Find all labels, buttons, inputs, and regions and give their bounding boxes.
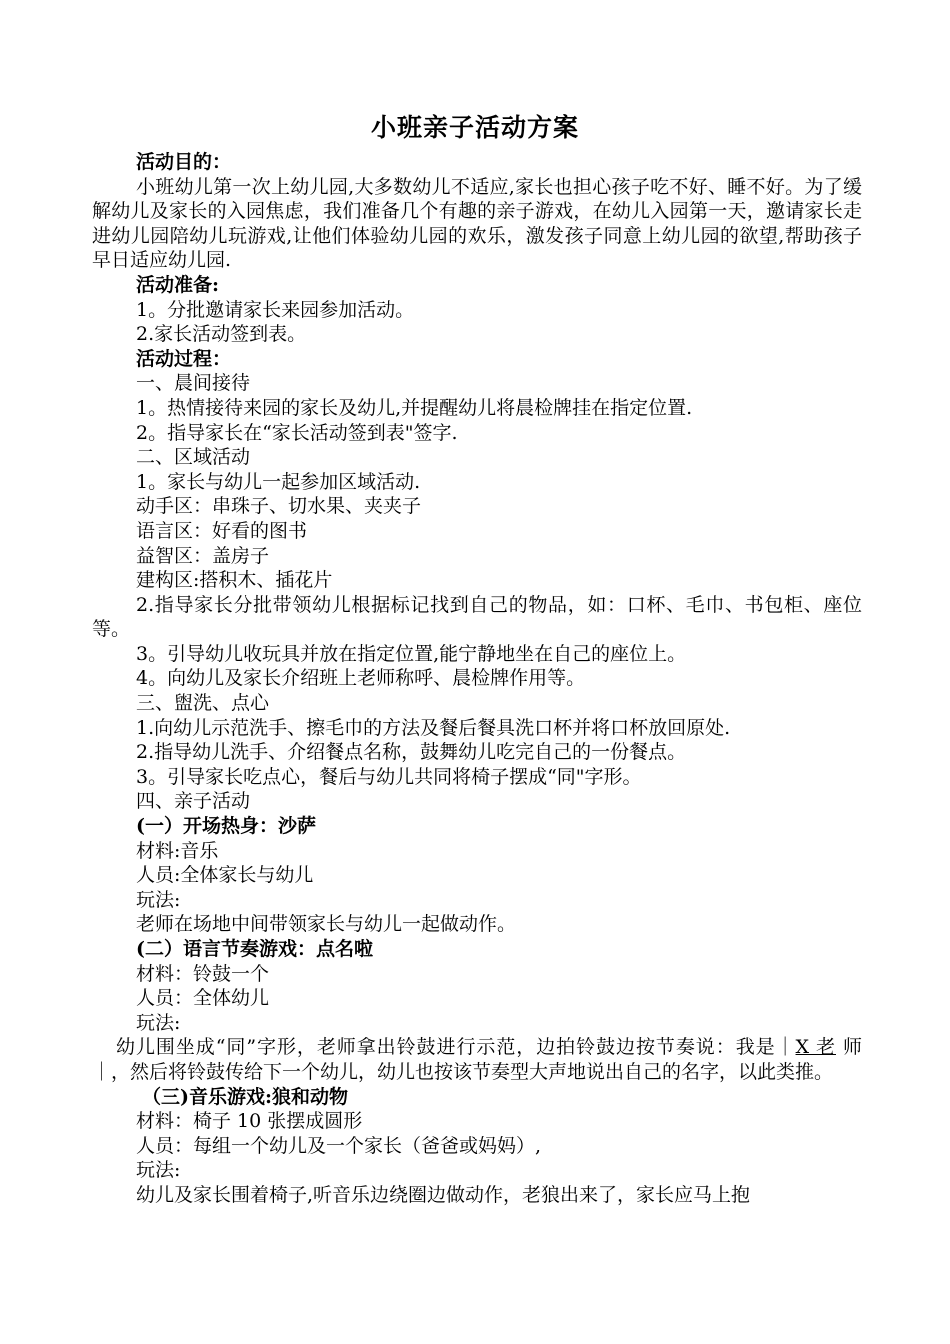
game-description: 幼儿及家长围着椅子,听音乐边绕圈边做动作，老狼出来了，家长应马上抱 [136,1183,751,1206]
list-item: 动手区：串珠子、切水果、夹夹子 [136,495,422,518]
process-heading: 活动过程： [136,347,232,370]
game-people: 人员：每组一个幼儿及一个家长（爸爸或妈妈）, [136,1134,542,1157]
game-description [92,1035,862,1084]
list-item: 2.指导家长分批带领幼儿根据标记找到自己的物品，如：口杯、毛巾、书包柜、座位等。 [92,593,862,641]
game-material: 材料：椅子 10 张摆成圆形 [136,1110,363,1133]
game-description: 老师在场地中间带领家长与幼儿一起做动作。 [136,913,517,936]
prep-heading: 活动准备: [136,273,220,296]
list-item: 1。热情接待来园的家长及幼儿,并提醒幼儿将晨检牌挂在指定位置. [136,396,693,419]
list-item: 2。指导家长在“家长活动签到表"签字. [136,421,458,444]
prep-item: 2.家长活动签到表。 [136,323,307,346]
game-description-part: 师｜，然后将铃鼓传给下一个幼儿，幼儿也按该节奏型大声地说出自己的名字，以此类推。 [92,1036,862,1083]
game-title: （三)音乐游戏:狼和动物 [142,1085,349,1108]
list-item: 建构区:搭积木、插花片 [136,569,333,592]
game-play-label: 玩法: [136,888,181,911]
list-item: 1。家长与幼儿一起参加区域活动. [136,470,421,493]
game-material: 材料:音乐 [136,839,219,862]
list-item: 2.指导幼儿洗手、介绍餐点名称，鼓舞幼儿吃完自己的一份餐点。 [136,741,687,764]
section-heading: 二、区域活动 [136,446,251,469]
game-play-label: 玩法: [136,1011,181,1034]
list-item: 1.向幼儿示范洗手、擦毛巾的方法及餐后餐具洗口杯并将口杯放回原处. [136,716,731,739]
section-heading: 四、亲子活动 [136,790,251,813]
document-body [92,150,862,1208]
list-item: 语言区：好看的图书 [136,519,308,542]
game-material: 材料：铃鼓一个 [136,962,270,985]
list-item: 3。引导幼儿收玩具并放在指定位置,能宁静地坐在自己的座位上。 [136,642,687,665]
game-play-label: 玩法: [136,1159,181,1182]
list-item: 益智区：盖房子 [136,544,270,567]
purpose-heading: 活动目的： [136,151,232,173]
game-description-part: 幼儿围坐成“同”字形，老师拿出铃鼓进行示范，边拍铃鼓边按节奏说：我是｜ [116,1036,796,1059]
prep-item: 1。分批邀请家长来园参加活动。 [136,298,415,321]
section-heading: 一、晨间接待 [136,372,251,395]
game-title: (二）语言节奏游戏：点名啦 [136,938,373,960]
underlined-rhythm: X 老 [795,1036,836,1059]
section-heading: 三、盥洗、点心 [136,692,270,715]
game-people: 人员：全体幼儿 [136,987,270,1010]
list-item: 3。引导家长吃点心，餐后与幼儿共同将椅子摆成“同"字形。 [136,765,642,788]
purpose-paragraph: 小班幼儿第一次上幼儿园,大多数幼儿不适应,家长也担心孩子吃不好、睡不好。为了缓解幼儿及家长的入园焦虑，我们准备几个有趣的亲子游戏，在幼儿入园第一天，邀请家长走进幼儿园陪幼儿玩游戏,让他们体验幼儿园的欢乐，激发孩子同意上幼儿园的欲望,帮助孩子早日适应幼儿园. [92,175,862,272]
list-item: 4。向幼儿及家长介绍班上老师称呼、晨检牌作用等。 [136,667,586,690]
game-people: 人员:全体家长与幼儿 [136,864,314,887]
game-title: (一）开场热身：沙萨 [136,815,316,838]
page-title: 小班亲子活动方案 [370,113,579,142]
